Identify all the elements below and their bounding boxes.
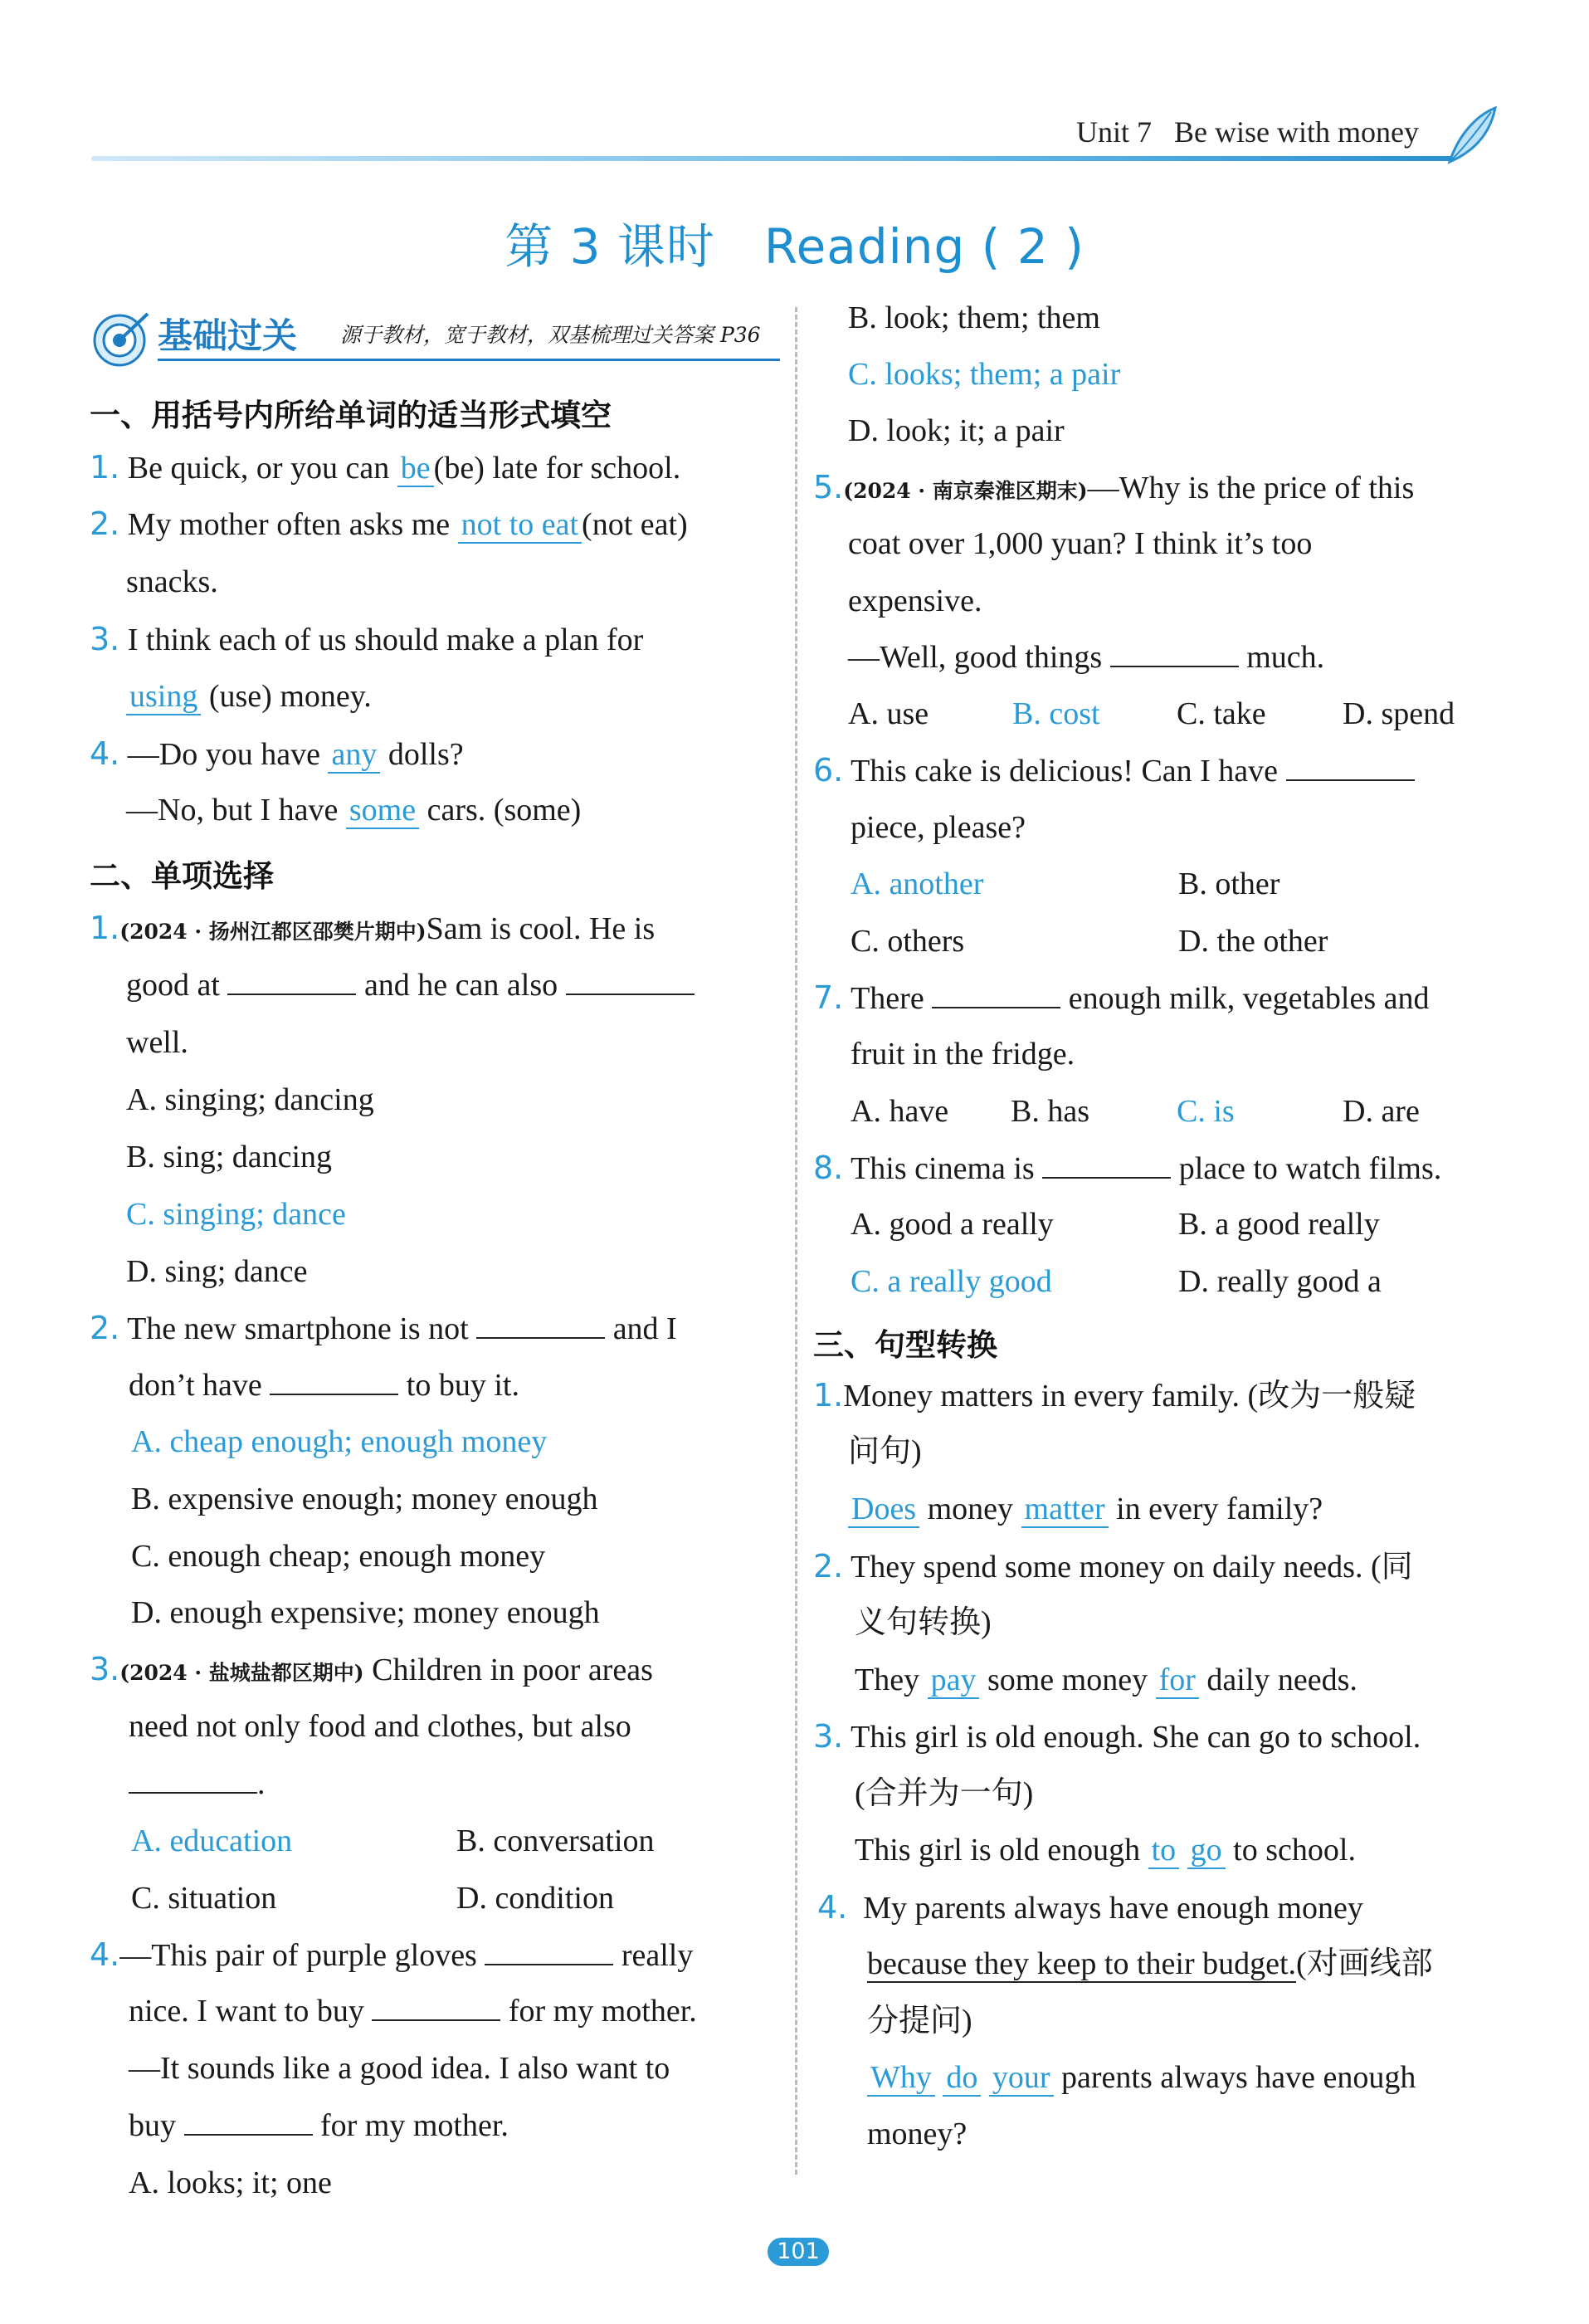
p3-q4-l2: because they keep to their budget.(对画线部 [867,1946,1433,1981]
option-b: B. conversation [456,1824,655,1858]
option-d: D. spend [1343,696,1455,731]
option-d: D. condition [456,1881,614,1916]
badge-underline [158,359,780,361]
p2-q4-l4: buy for my mother. [129,2108,509,2143]
p1-q4: 4. —Do you have any dolls? [90,735,464,772]
page-number: 101 [768,2238,829,2266]
option-a-correct: A. another [851,867,984,901]
answer: your [989,2060,1054,2097]
p2-q3-l3: . [129,1765,266,1803]
option-b: B. has [1011,1094,1089,1129]
p3-q2-l2: 义句转换) [855,1605,992,1640]
answer: go [1187,1833,1226,1869]
option-b: B. other [1178,867,1280,901]
option-b: B. sing; dancing [126,1140,333,1174]
p3-q4: 4. My parents always have enough money [817,1889,1363,1926]
answer: matter [1021,1492,1109,1528]
option-a: A. good a really [851,1207,1054,1242]
option-c: C. others [851,924,965,959]
answer: using [126,679,201,715]
option-b: B. a good really [1178,1207,1380,1242]
p2-q4-l2: nice. I want to buy for my mother. [129,1994,697,2029]
unit-header [1076,115,1419,149]
p2-q5: 5.(2024 · 南京秦淮区期末)—Why is the price of this [813,469,1415,505]
p3-q3-answer: This girl is old enough to go to school. [855,1833,1356,1868]
p2-q3: 3.(2024 · 盐城盐都区期中) Children in poor areas [90,1651,653,1687]
unit-number: Unit 7 [1076,115,1153,149]
option-c: C. enough cheap; enough money [131,1539,546,1574]
unit-title: Be wise with money [1174,115,1419,149]
p1-q3-cont: using (use) money. [126,677,372,715]
p2-q6-l2: piece, please? [851,810,1026,845]
p2-q5-l2: coat over 1,000 yuan? I think it’s too [848,526,1313,561]
p3-q2: 2. They spend some money on daily needs. (同 [813,1548,1413,1584]
option-c-correct: C. looks; them; a pair [848,357,1121,392]
p1-q2-cont: snacks. [126,564,218,599]
option-a: A. use [848,696,929,731]
p1-q3: 3. I think each of us should make a plan for [90,621,644,657]
answer: Why [867,2060,935,2097]
badge-title: 基础过关 [158,315,298,356]
answer: Does [848,1492,919,1528]
section-heading-fill-blank: 一、用括号内所给单词的适当形式填空 [90,398,612,433]
p3-q1-l2: 问句) [848,1434,922,1469]
p3-q2-answer: They pay some money for daily needs. [855,1662,1357,1697]
answer: be [397,451,434,487]
p3-q4-l5: money? [867,2116,968,2151]
option-c: C. take [1177,696,1266,731]
answer: for [1156,1662,1199,1699]
answer: pay [928,1662,980,1699]
option-c-correct: C. a really good [851,1264,1052,1299]
p3-q3-l2: (合并为一句) [855,1776,1034,1811]
answer: to [1148,1833,1180,1869]
target-icon [91,309,151,369]
p2-q5-l4: —Well, good things much. [848,640,1325,675]
answer: any [328,737,380,774]
p2-q1-l2: good at and he can also [126,966,695,1004]
p2-q8: 8. This cinema is place to watch films. [813,1150,1442,1186]
answer: some [346,793,419,829]
option-b: B. expensive enough; money enough [131,1482,598,1516]
section-heading-transform: 三、句型转换 [813,1327,997,1363]
p2-q7: 7. There enough milk, vegetables and [813,979,1430,1016]
section-heading-choice: 二、单项选择 [90,858,274,894]
lesson-title: 第 3 课时 Reading ( 2 ) [504,218,1085,275]
option-b: B. look; them; them [848,300,1100,335]
option-a-correct: A. cheap enough; enough money [131,1424,548,1459]
option-c-correct: C. is [1177,1094,1235,1129]
p2-q6: 6. This cake is delicious! Can I have [813,751,1415,790]
p2-q2-l2: don’t have to buy it. [129,1368,519,1403]
p2-q2: 2. The new smartphone is not and I [90,1310,677,1346]
answer: do [943,2060,981,2097]
option-d: D. the other [1178,924,1328,959]
p2-q4-l3: —It sounds like a good idea. I also want to [129,2051,670,2086]
p2-q5-l3: expensive. [848,583,982,618]
p1-q2: 2. My mother often asks me not to eat (not eat) [90,505,688,542]
option-c: C. situation [131,1881,277,1916]
p1-q1: 1. Be quick, or you can be (be) late for school. [90,449,681,486]
option-c-correct: C. singing; dance [126,1197,346,1232]
badge-subtitle: 源于教材，宽于教材，双基梳理过关答案 P36 [340,323,761,347]
option-b-correct: B. cost [1012,696,1100,731]
header-rule [91,156,1452,161]
p2-q3-l2: need not only food and clothes, but also [129,1709,631,1744]
underlined-part: because they keep to their budget. [867,1946,1297,1981]
option-d: D. look; it; a pair [848,413,1065,448]
option-d: D. really good a [1178,1264,1382,1299]
option-a: A. have [851,1094,949,1129]
p3-q4-answer: Why do your parents always have enough [867,2058,1416,2097]
p3-q1-answer: Does money matter in every family? [848,1490,1323,1528]
section-badge [91,309,772,367]
column-divider [795,307,797,2175]
option-a: A. singing; dancing [126,1082,374,1117]
option-a-correct: A. education [131,1824,293,1858]
p3-q4-l3: 分提问) [867,2004,972,2038]
p2-q4: 4.—This pair of purple gloves really [90,1936,694,1973]
answer: not to eat [458,507,582,544]
p2-q7-l2: fruit in the fridge. [851,1037,1075,1072]
option-d: D. sing; dance [126,1254,308,1289]
option-d: D. enough expensive; money enough [131,1595,600,1630]
p3-q3: 3. This girl is old enough. She can go to school. [813,1718,1421,1755]
p3-q1: 1.Money matters in every family. (改为一般疑 [813,1377,1416,1413]
option-d: D. are [1343,1094,1420,1129]
p2-q1-l3: well. [126,1025,188,1060]
p1-q4-line2: —No, but I have some cars. (some) [126,793,582,828]
p2-q1: 1.(2024 · 扬州江都区邵樊片期中)Sam is cool. He is [90,910,656,946]
option-a: A. looks; it; one [129,2165,332,2200]
